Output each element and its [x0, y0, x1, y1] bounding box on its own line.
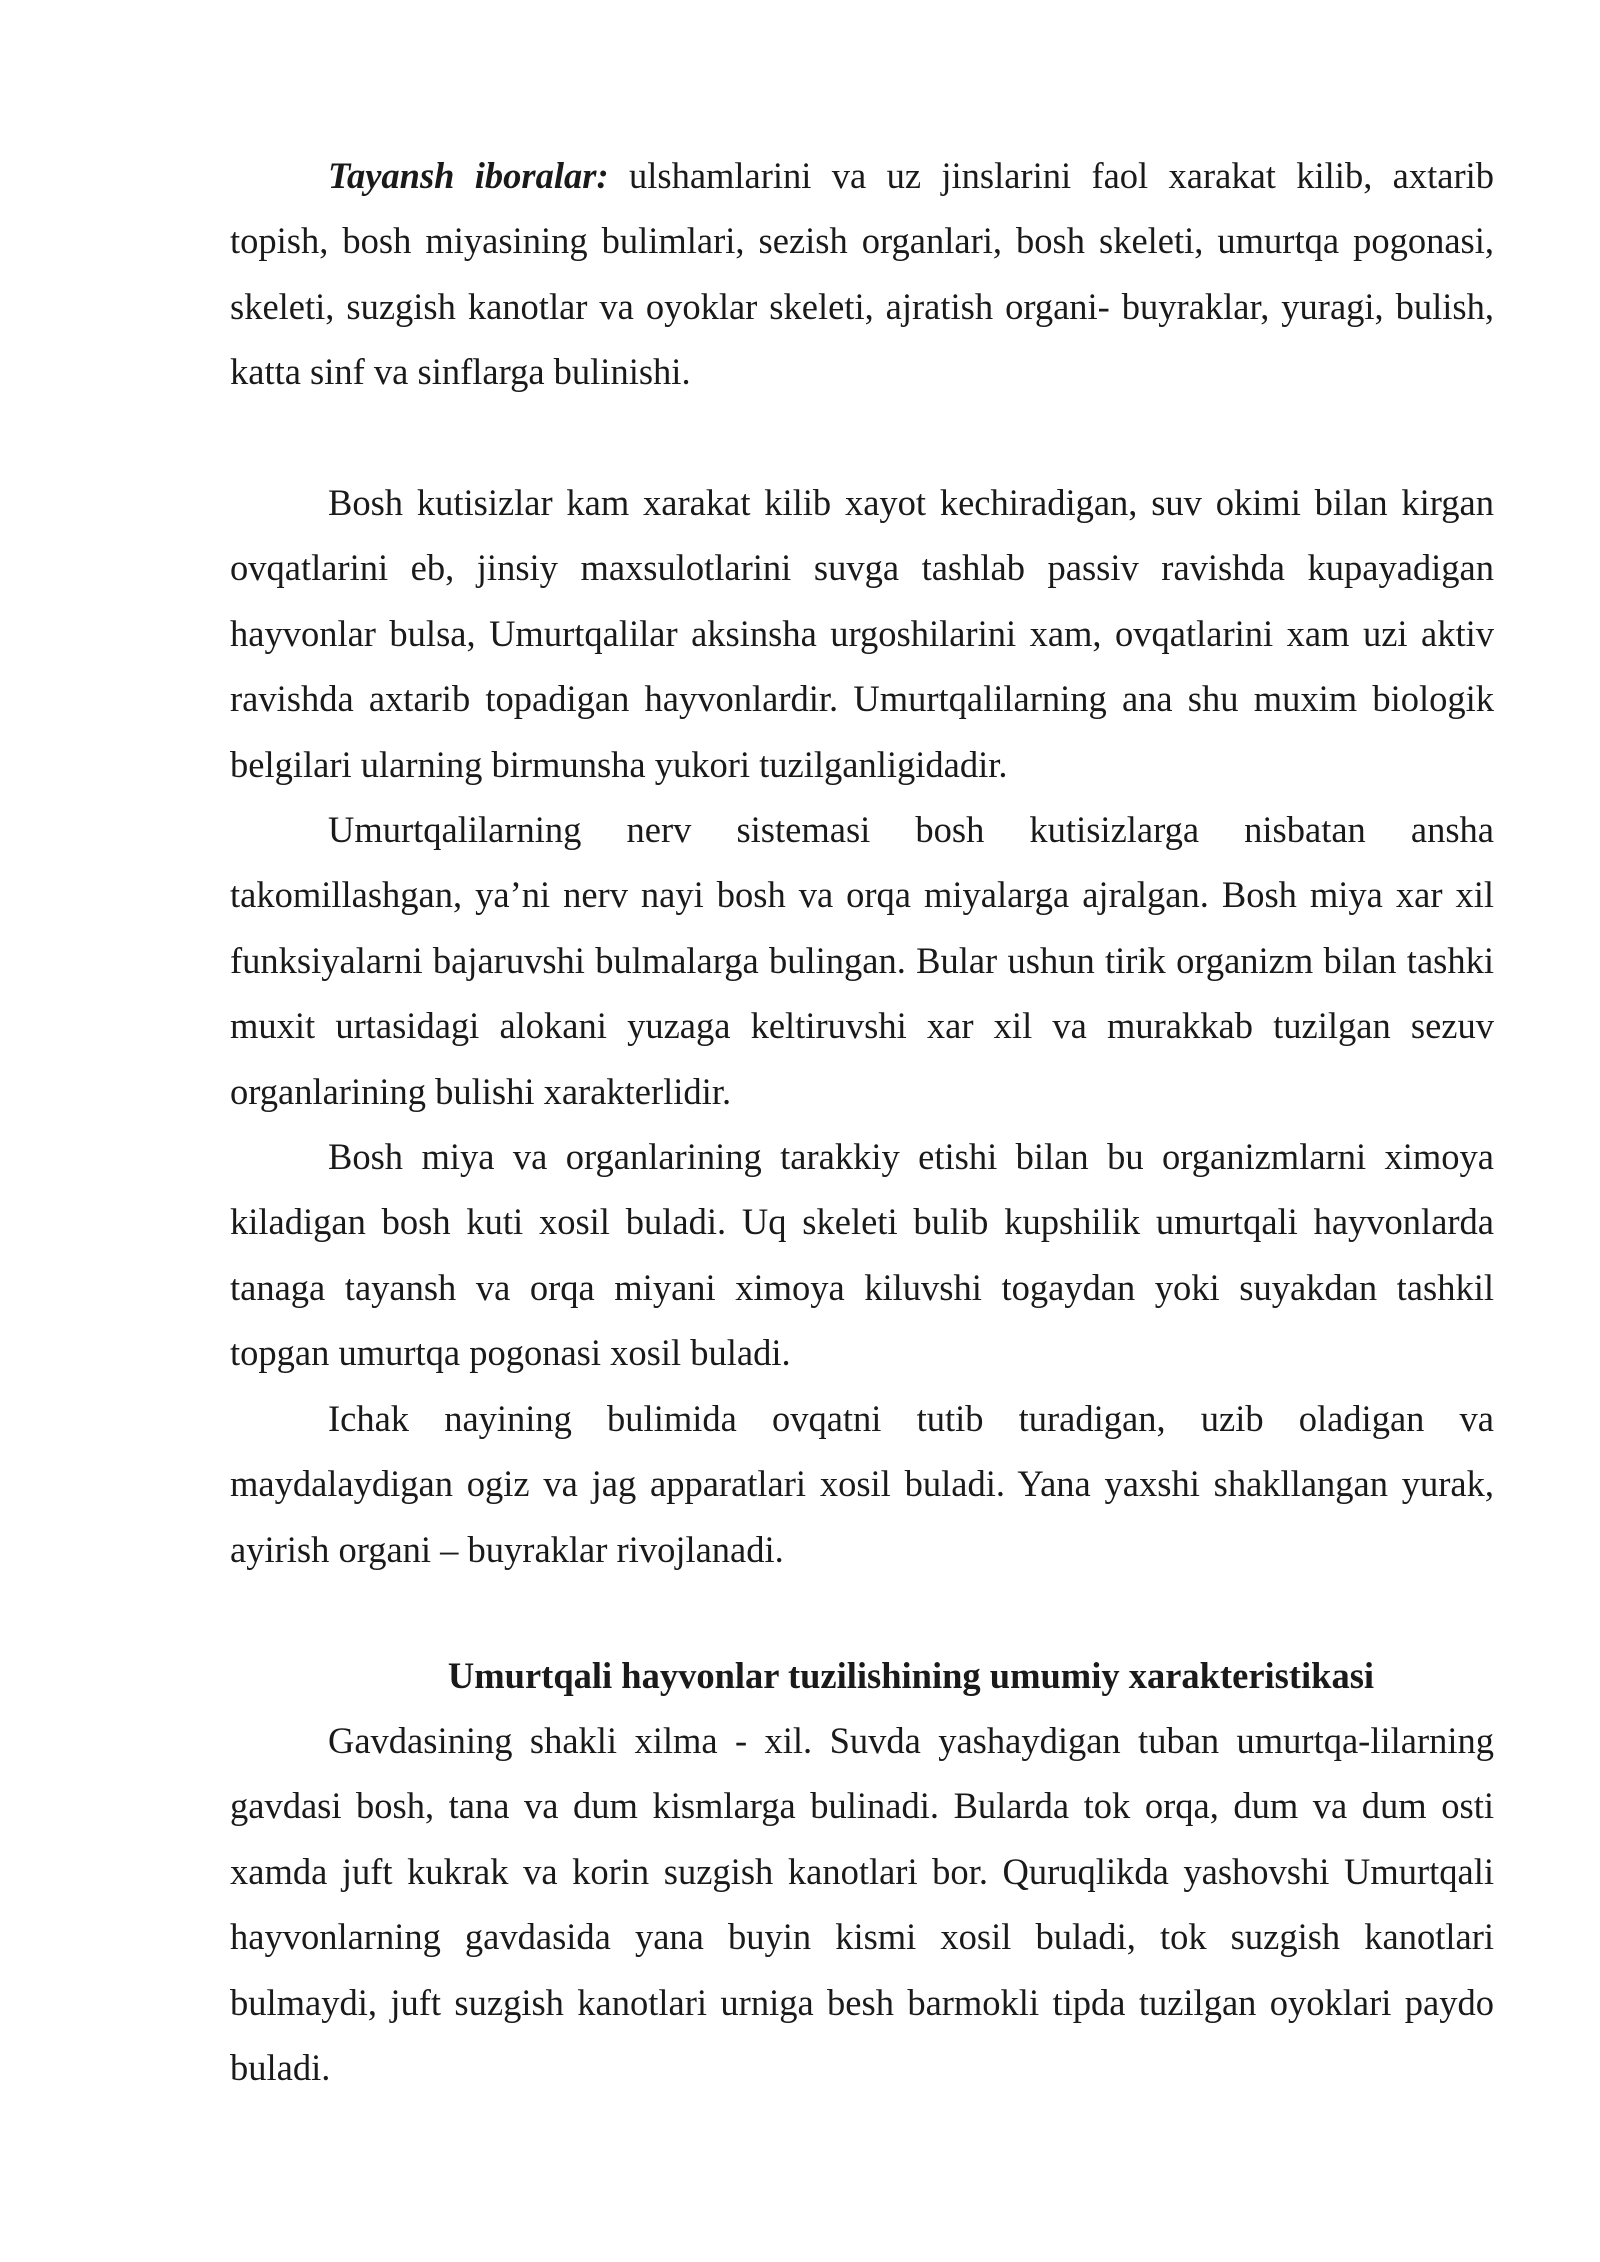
- keywords-paragraph: [230, 143, 1494, 405]
- main-text-block: [230, 470, 1494, 1582]
- body-paragraph: Bosh kutisizlar kam xarakat kilib xayot kechiradigan, suv okimi bilan kirgan ovqatlarini eb, jinsiy maxsulotlarini suvga tashlab passiv ravishda kupayadigan hayvonlar bulsa, Umurtqalilar aksinsha urgoshilarini xam, ovqatlarini xam uzi aktiv ravishda axtarib topadigan hayvonlardir. Umurtqalilarning ana shu muxim biologik belgilari ularning birmunsha yukori tuzilganligidadir.: [230, 482, 1494, 785]
- body-paragraph: Umurtqalilarning nerv sistemasi bosh kutisizlarga nisbatan ansha takomillashgan, ya’ni nerv nayi bosh va orqa miyalarga ajralgan. Bosh miya xar xil funksiyalarni bajaruvshi bulmalarga bulingan. Bular ushun tirik organizm bilan tashki muxit urtasidagi alokani yuzaga keltiruvshi xar xil va murakkab tuzilgan sezuv organlarining bulishi xarakterlidir.: [230, 809, 1494, 1112]
- section-text-block: [230, 1708, 1494, 2100]
- keywords-text: ulshamlarini va uz jinslarini faol xarakat kilib, axtarib topish, bosh miyasining bulimlari, sezish organlari, bosh skeleti, umurtqa pogonasi, skeleti, suzgish kanotlar va oyoklar skeleti, ajratish organi- buyraklar, yuragi, bulish, katta sinf va sinflarga bulinishi.: [230, 155, 1494, 393]
- keywords-block: [230, 143, 1494, 405]
- body-paragraph: Bosh miya va organlarining tarakkiy etishi bilan bu organizmlarni ximoya kiladigan bosh kuti xosil buladi. Uq skeleti bulib kupshilik umurtqali hayvonlarda tanaga tayansh va orqa miyani ximoya kiluvshi togaydan yoki suyakdan tashkil topgan umurtqa pogonasi xosil buladi.: [230, 1136, 1494, 1374]
- body-paragraph: Ichak nayining bulimida ovqatni tutib turadigan, uzib oladigan va maydalaydigan ogiz va jag apparatlari xosil buladi. Yana yaxshi shakllangan yurak, ayirish organi – buyraklar rivojlanadi.: [230, 1397, 1494, 1570]
- keywords-label: Tayansh iboralar:: [328, 155, 609, 196]
- section-heading: Umurtqali hayvonlar tuzilishining umumiy xarakteristikasi: [447, 1655, 1375, 1696]
- section-paragraph: Gavdasining shakli xilma - xil. Suvda yashaydigan tuban umurtqa-lilarning gavdasi bosh, tana va dum kismlarga bulinadi. Bularda tok orqa, dum va dum osti xamda juft kukrak va korin suzgish kanotlari bor. Quruqlikda yashovshi Umurtqali hayvonlarning gavdasida yana buyin kismi xosil buladi, tok suzgish kanotlari bulmaydi, juft suzgish kanotlari urniga besh barmokli tipda tuzilgan oyoklari paydo buladi.: [230, 1720, 1494, 2089]
